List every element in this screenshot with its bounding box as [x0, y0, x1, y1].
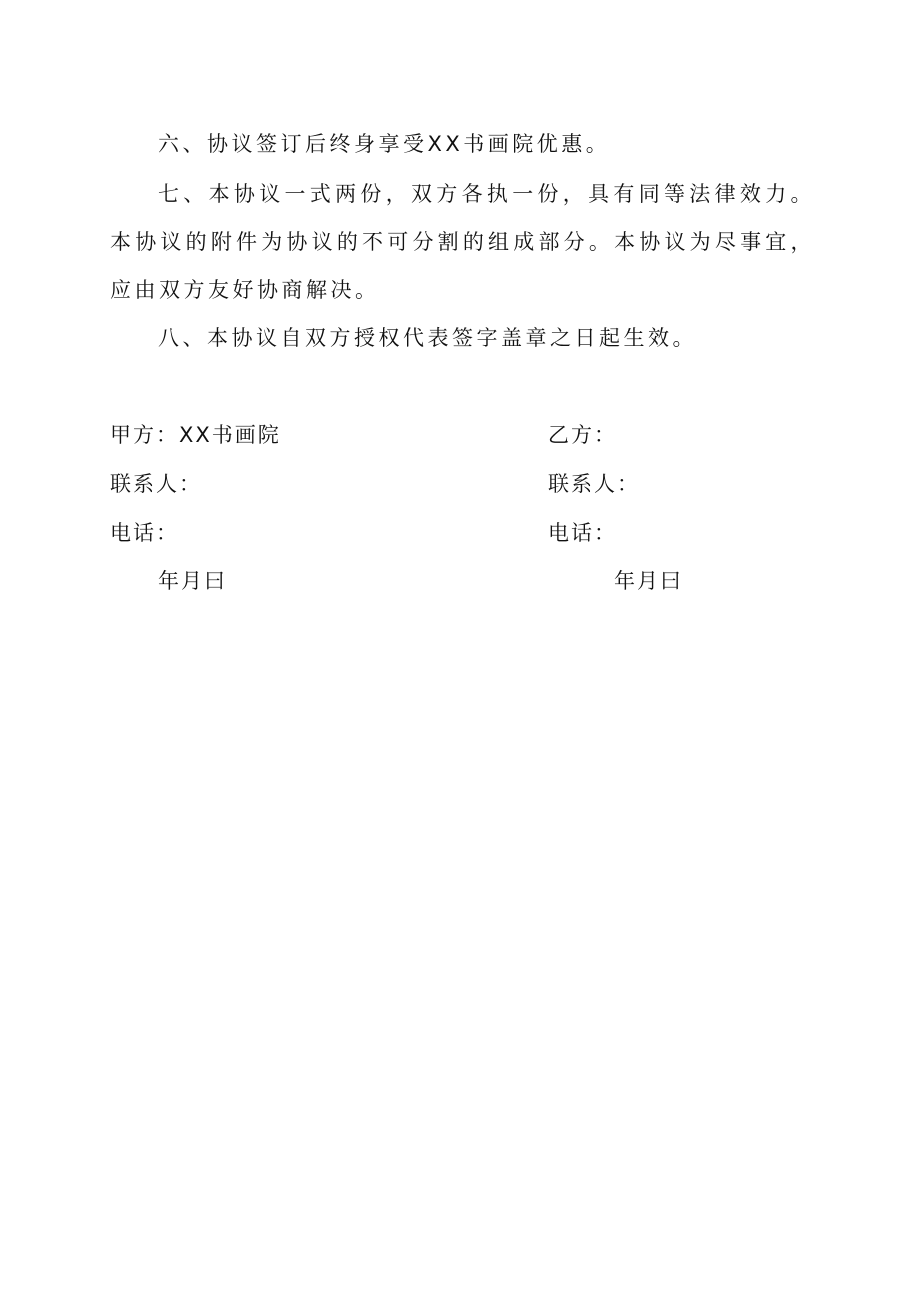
- party-a-date-label: 年月曰: [158, 569, 227, 593]
- party-b-contact-label: 联系人：: [548, 472, 640, 496]
- party-a-contact-label: 联系人：: [110, 472, 202, 496]
- clause-six: 六、协议签订后终身享受XX书画院优惠。: [158, 132, 611, 156]
- party-b-label: 乙方：: [548, 423, 617, 447]
- party-b-phone-label: 电话：: [548, 521, 617, 545]
- party-a-phone-label: 电话：: [110, 521, 179, 545]
- party-a-label: 甲方：XX书画院: [110, 423, 281, 447]
- clause-eight: 八、本协议自双方授权代表签字盖章之日起生效。: [158, 326, 697, 350]
- party-b-date-label: 年月曰: [614, 569, 683, 593]
- clause-seven: 七、本协议一式两份，双方各执一份，具有同等法律效力。本协议的附件为协议的不可分割的组成部分。本协议为尽事宜，应由双方友好协商解决。: [110, 182, 815, 302]
